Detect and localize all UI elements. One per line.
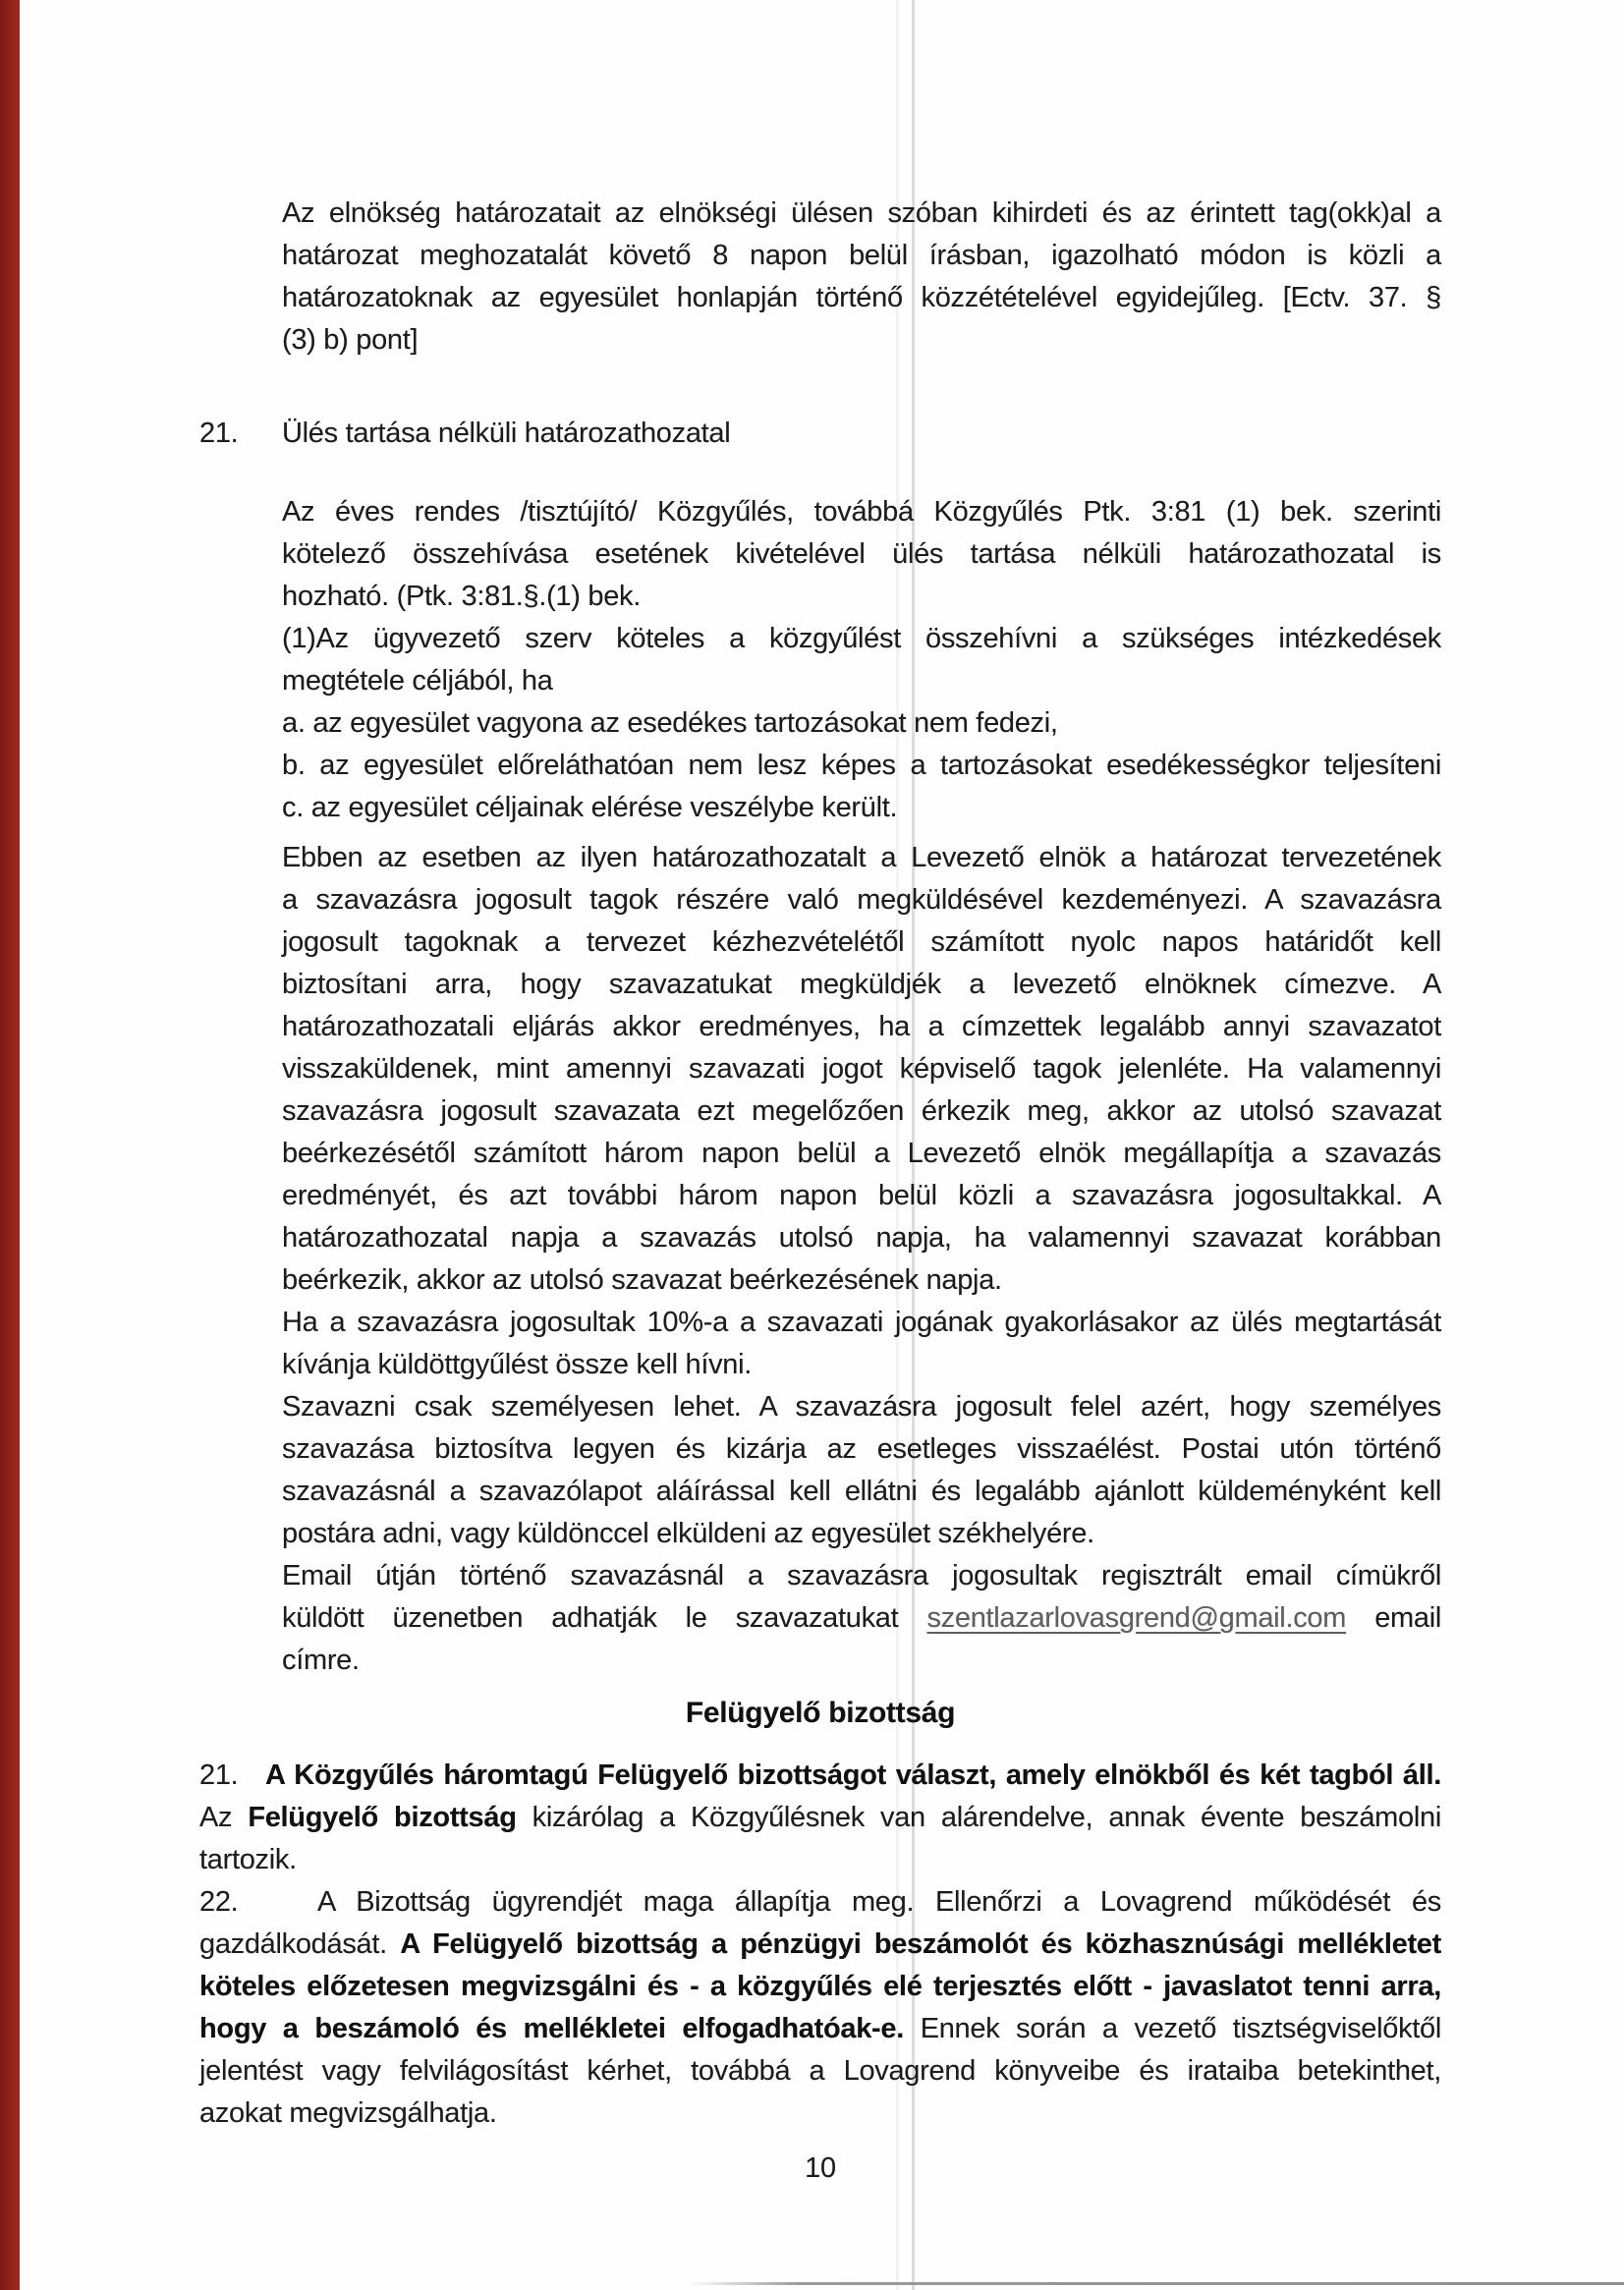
text-line: Az éves rendes /tisztújító/ Közgyűlés, továbbá Közgyűlés Ptk. 3:81 (1) bek. szerinti [282,496,1441,528]
item-bold-text: A Közgyűlés háromtagú Felügyelő bizottságot választ, amely elnökből és két tagból áll. [265,1759,1441,1791]
text-line: szavazásra jogosult szavazata ezt megelőzően érkezik meg, akkor az utolsó szavazat [282,1095,1441,1127]
text-line: jelentést vagy felvilágosítást kérhet, továbbá a Lovagrend könyveibe és irataiba betekinthet, [199,2055,1441,2087]
text-line: kívánja küldöttgyűlést össze kell hívni. [282,1349,753,1380]
email-line-post: email [1346,1602,1441,1634]
text-line-with-email [282,1597,1441,1640]
text-line: megtétele céljából, ha [282,665,553,697]
text-line: határozathozatal napja a szavazás utolsó napja, ha valamennyi szavazat korábban [282,1222,1441,1254]
line-post: kizárólag a Közgyűlésnek van alárendelve, annak évente beszámolni [516,1802,1441,1833]
supervisory-board-items [199,1755,1441,2135]
list-item-a: a. az egyesület vagyona az esedékes tartozásokat nem fedezi, [282,707,1058,739]
item-number: 21. [199,1759,239,1791]
paragraph-resolutions [282,193,1441,362]
text-line: határozathozatali eljárás akkor eredményes, ha a címzettek legalább annyi szavazatot [282,1011,1441,1042]
item-21-line [199,1755,1441,1797]
email-line-pre: küldött üzenetben adhatják le szavazatukat [282,1602,927,1634]
line-text: A Bizottság ügyrendjét maga állapítja meg. Ellenőrzi a Lovagrend működését és [317,1886,1441,1918]
line-bold: Felügyelő bizottság [248,1802,517,1833]
text-line: eredményét, és azt további három napon belül közli a szavazásra jogosultakkal. A [282,1180,1441,1211]
line-bold: köteles előzetesen megvizsgálni és - a közgyűlés elé terjesztés előtt - javaslatot tenni arra, [199,1971,1441,2002]
text-line: Szavazni csak személyesen lehet. A szavazásra jogosult felel azért, hogy személyes [282,1391,1441,1423]
text-line: (3) b) pont] [282,324,419,356]
email-link[interactable]: szentlazarlovasgrend@gmail.com [926,1602,1347,1634]
text-line: postára adni, vagy küldönccel elküldeni az egyesület székhelyére. [282,1518,1094,1549]
text-line: (1)Az ügyvezető szerv köteles a közgyűlést összehívni a szükséges intézkedések [282,623,1441,654]
line-pre: gazdálkodását. [199,1928,401,1960]
line-bold: A Felügyelő bizottság a pénzügyi beszámolót és közhasznúsági mellékletet [400,1928,1441,1960]
text-line [199,2008,1441,2050]
text-line: biztosítani arra, hogy szavazatukat megküldjék a levezető elnöknek címezve. A [282,969,1441,1000]
list-item-b: b. az egyesület előreláthatóan nem lesz képes a tartozásokat esedékességkor teljesíteni [282,750,1441,781]
section-heading-21 [199,413,1441,455]
text-line: Ebben az esetben az ilyen határozathozatalt a Levezető elnök a határozat tervezetének [282,842,1441,873]
text-line: a szavazásra jogosult tagok részére való megküldésével kezdeményezi. A szavazásra [282,884,1441,916]
text-line: Ha a szavazásra jogosultak 10%-a a szavazati jogának gyakorlásakor az ülés megtartását [282,1307,1441,1338]
text-line: beérkezik, akkor az utolsó szavazat beérkezésének napja. [282,1264,1002,1296]
heading-supervisory-board [199,1692,1441,1734]
line-post: Ennek során a vezető tisztségviselőktől [903,2013,1441,2044]
text-line: kötelező összehívása esetének kivételével ülés tartása nélküli határozathozatal is [282,538,1441,570]
text-line: Email útján történő szavazásnál a szavazásra jogosultak regisztrált email címükről [282,1560,1441,1592]
text-line: határozat meghozatalát követő 8 napon belül írásban, igazolható módon is közli a [282,240,1441,271]
text-line: visszaküldenek, mint amennyi szavazati jogot képviselő tagok jelenléte. Ha valamennyi [282,1053,1441,1085]
text-line: jogosult tagoknak a tervezet kézhezvételétől számított nyolc napos határidőt kell [282,926,1441,958]
list-item-c: c. az egyesület céljainak elérése veszélybe került. [282,792,898,823]
text-line [199,1966,1441,2008]
text-line: hozható. (Ptk. 3:81.§.(1) bek. [282,581,641,612]
text-line: azokat megvizsgálhatja. [199,2097,497,2129]
text-line [199,1924,1441,1966]
paragraph-voting-procedure [282,837,1441,1682]
section-number: 21. [199,418,239,449]
section-title: Ülés tartása nélküli határozathozatal [282,418,731,449]
text-line: beérkezésétől számított három napon belül a Levezető elnök megállapítja a szavazás [282,1138,1441,1169]
line-bold: hogy a beszámoló és mellékletei elfogadhatóak-e. [199,2013,904,2044]
text-line: címre. [282,1645,360,1676]
text-line [199,1797,1441,1839]
text-line: határozatoknak az egyesület honlapján történő közzétételével egyidejűleg. [Ectv. 37. § [282,282,1441,313]
item-22-line [199,1881,1441,1924]
text-line: szavazásnál a szavazólapot aláírással kell ellátni és legalább ajánlott küldeményként kell [282,1476,1441,1507]
paragraph-meeting-rules [282,491,1441,829]
page-number [199,2148,1441,2190]
scan-bottom-edge-line [688,2282,1624,2285]
item-number: 22. [199,1886,239,1918]
heading-text: Felügyelő bizottság [685,1697,956,1729]
scan-edge-stripe [0,0,20,2290]
page-number-text: 10 [805,2152,836,2184]
line-pre: Az [199,1802,249,1833]
text-line: Az elnökség határozatait az elnökségi ülésen szóban kihirdeti és az érintett tag(okk)al a [282,197,1441,229]
text-line: tartozik. [199,1844,297,1875]
text-line: szavazása biztosítva legyen és kizárja az esetleges visszaélést. Postai utón történő [282,1433,1441,1465]
